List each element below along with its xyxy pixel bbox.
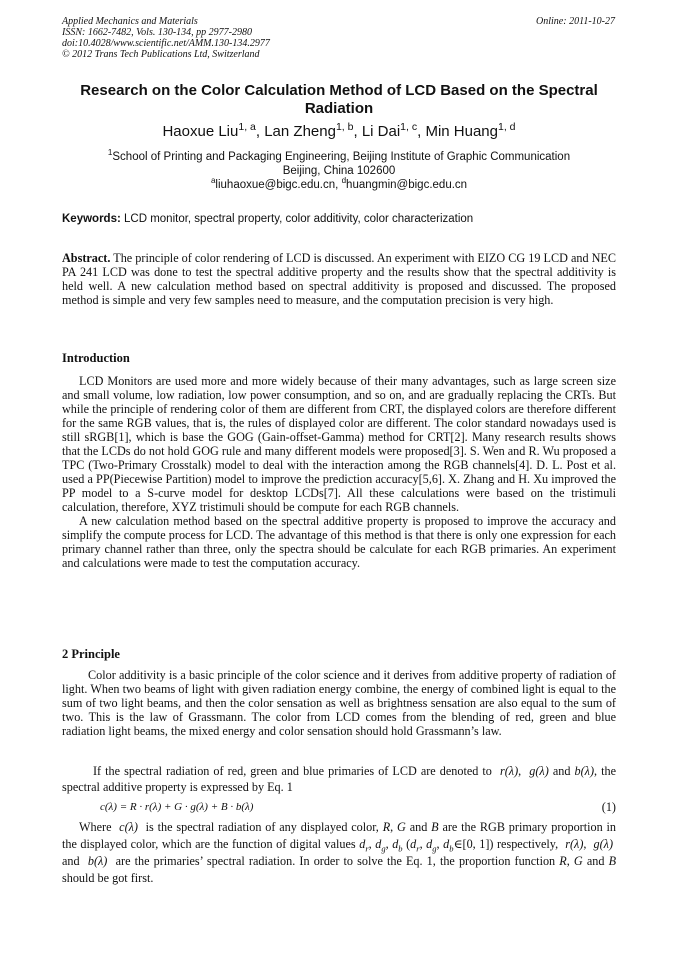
affiliation <box>62 150 616 192</box>
sub-b: b <box>398 843 403 854</box>
r-lambda: r(λ) <box>565 837 584 851</box>
var-d: d <box>375 837 382 851</box>
author-name: Li Dai <box>361 123 401 140</box>
b-lambda: b(λ) <box>87 854 108 868</box>
var-G: G <box>397 820 406 834</box>
r-lambda: r(λ) <box>499 764 519 778</box>
issn-line: ISSN: 1662-7482, Vols. 130-134, pp 2977-2980 <box>62 27 252 38</box>
c-lambda: c(λ) <box>119 820 138 834</box>
author-name: Min Huang <box>425 123 498 140</box>
p3-end: are the primaries’ spectral radiation. In order to solve the Eq. 1, the proportion function <box>115 854 556 868</box>
g-lambda: g(λ) <box>529 764 549 778</box>
author-affil-sup: 1, c <box>400 121 418 133</box>
range-text: ∈[0, 1]) respectively, <box>453 837 559 851</box>
var-B: B <box>608 854 617 868</box>
email-d[interactable]: huangmin@bigc.edu.cn <box>346 179 468 191</box>
journal-header <box>62 16 270 60</box>
var-R: R <box>382 820 391 834</box>
p2-start: If the spectral radiation of red, green and blue primaries of LCD are denoted to <box>93 764 492 778</box>
affil-line1: School of Printing and Packaging Engineering, Beijing Institute of Graphic Communication <box>112 151 571 163</box>
var-d: d <box>426 837 433 851</box>
keywords <box>62 212 616 226</box>
principle-body-1 <box>62 668 616 738</box>
sub-g: g <box>432 843 437 854</box>
b-lambda: b(λ) <box>574 764 595 778</box>
sub-g: g <box>381 843 386 854</box>
principle-body-2 <box>62 763 616 795</box>
and-word: and <box>409 820 428 834</box>
author-affil-sup: 1, b <box>335 121 354 133</box>
and-word: and <box>552 764 571 778</box>
email-sup: d <box>341 176 347 186</box>
principle-paragraph-3: Where c(λ) is the spectral radiation of any displayed color, R, G and B are the RGB primary proportion in the displayed color, which are the function of digital values $d_r$, $d_g$, $d_b$ ($d_r$, $d_g$, $d_b\in[0$, 1]) respectively, r(λ), g(λ) and b(λ) are the primaries’ spectral radiation. In order to solve the Eq. 1, the proportion function R, G and B should be got first. <box>62 820 617 885</box>
paper-title: Research on the Color Calculation Method of LCD Based on the Spectral Radiation <box>80 82 598 117</box>
keywords-label: Keywords: <box>62 213 121 225</box>
author-affil-sup: 1, a <box>238 121 256 133</box>
var-d: d <box>392 837 399 851</box>
principle-paragraph-2 <box>62 763 616 795</box>
author-list: Haoxue Liu$^{1, a}$, Lan Zheng$^{1, b}$, Li Dai$^{1, c}$, Min Huang$^{1, d}$ <box>162 121 516 140</box>
var-B: B <box>431 820 439 834</box>
var-d: d <box>410 837 417 851</box>
author-name: Haoxue Liu <box>162 123 239 140</box>
sub-r: r <box>416 843 420 854</box>
abstract-label: Abstract. <box>62 251 111 265</box>
copyright-line: © 2012 Trans Tech Publications Ltd, Switzerland <box>62 49 260 60</box>
principle-body-3 <box>62 819 616 887</box>
principle-heading: 2 Principle <box>62 647 120 661</box>
keywords-text: LCD monitor, spectral property, color additivity, color characterization <box>124 213 474 225</box>
author-name: Lan Zheng <box>264 123 336 140</box>
intro-paragraph-1: LCD Monitors are used more and more widely because of their many advantages, such as large screen size and small volume, low radiation, low power consumption, and so on, and are gradually replacing the CRTs. But while the principle of rendering color of them are different from CRT, the displayed colors are therefore different for the same RGB values, that is, the rules of displayed color are different. The color standard nowadays used is still sRGB[1], which is base the GOG (Gain-offset-Gamma) method for CRT[2]. Many research results shows that the LCDs do not hold GOG rule and many different models were proposed[3]. S. Wen and R. Wu proposed a TPC (Two-Primary Crosstalk) model to deal with the interaction among the RGB channels[4]. D. L. Post et al. used a PP(Piecewise Partition) model to improve the prediction accuracy[5,6]. X. Zhang and H. Xu improved the PP model to a S-curve model for desktop LCDs[7]. All these calculations were based on the tristimuli calculation, therefore, XYZ tristimuli should be compute for each RGB channels. <box>62 374 616 514</box>
affil-sup: 1 <box>107 148 113 158</box>
email-sup: a <box>210 176 216 186</box>
var-d: d <box>443 837 450 851</box>
introduction-body <box>62 374 616 570</box>
sub-r: r <box>365 843 369 854</box>
g-lambda: g(λ) <box>593 837 614 851</box>
doi-line: doi:10.4028/www.scientific.net/AMM.130-134.2977 <box>62 38 270 49</box>
principle-paragraph-1: Color additivity is a basic principle of the color science and it derives from additive property of radiation of light. When two beams of light with given radiation energy combine, the energy of combined light is equal to the sum of two light beams, and then the color sensation as well as brightness sensation are also equal to the sum of two. This is the law of Grassmann. The color from LCD comes from the blending of red, green and blue radiation light beams, the mixed energy and color sensation should hold Grassmann’s law. <box>62 668 616 738</box>
email-a[interactable]: liuhaoxue@bigc.edu.cn, <box>215 179 339 191</box>
p3-tail: should be got first. <box>62 871 154 885</box>
author-affil-sup: 1, d <box>498 121 516 133</box>
var-R: R <box>559 854 567 868</box>
and-word: and <box>586 854 605 868</box>
and-word: and <box>62 854 80 868</box>
equation-number: (1) <box>601 800 616 814</box>
where-word: Where <box>79 820 112 834</box>
p3-mid2: are the RGB primary proportion in the displayed color, which are the function of digital values <box>62 820 617 851</box>
online-date: Online: 2011-10-27 <box>536 16 615 27</box>
equation-expression: c(λ) = R · r(λ) + G · g(λ) + B · b(λ) <box>100 801 254 813</box>
introduction-heading: Introduction <box>62 351 130 365</box>
p2-end: , the spectral additive property is expressed by Eq. 1 <box>62 764 617 794</box>
p3-mid: is the spectral radiation of any displayed color, <box>145 820 379 834</box>
var-G: G <box>573 854 583 868</box>
var-d: d <box>359 837 366 851</box>
journal-name: Applied Mechanics and Materials <box>62 16 198 27</box>
abstract <box>62 251 616 307</box>
abstract-text: The principle of color rendering of LCD is discussed. An experiment with EIZO CG 19 LCD and NEC PA 241 LCD was done to test the spectral additive property and the results show that the spectral additivity is held well. A new calculation method based on spectral additivity is proposed and discussed. The proposed method is simple and very few samples need to measure, and the computation precision is very high. <box>62 251 617 307</box>
intro-paragraph-2: A new calculation method based on the spectral additive property is proposed to improve the accuracy and simplify the compute process for LCD. The advantage of this method is that there is only one expression for each primary channel rather than three, only the spectra should be calculate for each RGB primaries. An experiment and calculations were made to test the computation accuracy. <box>62 514 616 570</box>
affil-line2: Beijing, China 102600 <box>282 165 396 177</box>
sub-b: b <box>449 843 454 854</box>
separator: , <box>518 764 522 778</box>
